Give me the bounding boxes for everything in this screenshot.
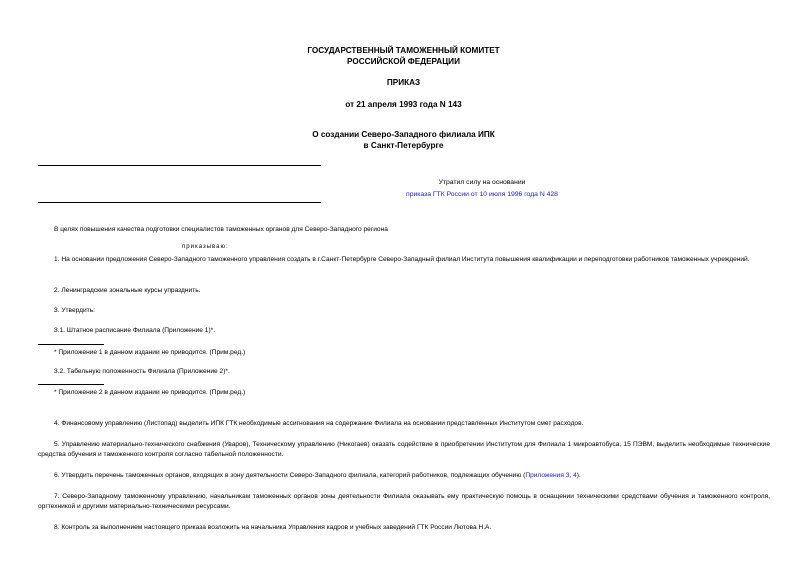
document-title [0,130,807,151]
paragraph-1: 1. На основании предложения Северо-Западного таможенного управления создать в г.Санкт-Петербурге Северо-Западный филиал Института повышения квалификации и переподготовки работников таможенных учреждений. [54,256,750,263]
paragraph-5: 5. Управлению материально-технического снабжения (Уваров), Техническому управлению (Никогаев) оказать содействие в приобретении Институтом для Филиала 1 микроавтобуса, 15 ПЭВМ, выделить необходимые технические средства обучения и таможенного контроля согласно табельной положенности. [38,441,770,458]
footnote-2: * Приложение 2 в данном издании не приводится. (Прим.ред.) [54,389,246,396]
header-divider [38,165,321,166]
issuer-name [0,46,807,67]
document-date-number: от 21 апреля 1993 года N 143 [345,100,462,109]
paragraph-3: 3. Утвердить: [54,307,95,314]
status-note [282,177,682,201]
order-word: приказываю: [182,244,229,250]
paragraph-2: 2. Ленинградские зональные курсы упразднить. [54,287,201,294]
issuer-line-2: РОССИЙСКОЙ ФЕДЕРАЦИИ [347,56,460,66]
paragraph-7: 7. Северо-Западному таможенному управлению, начальникам таможенных органов зоны деятельности Филиала оказывать ему практическую помощь в оснащении техническими средствами обучения и таможенного контроля, оргтехникой и другими материально-техническими ресурсами. [38,493,770,510]
paragraph-8: 8. Контроль за выполнением настоящего приказа возложить на начальника Управления кадров и учебных заведений ГТК России Лютова Н.А. [54,524,492,531]
title-line-2: в Санкт-Петербурге [363,140,444,150]
issuer-line-1: ГОСУДАРСТВЕННЫЙ ТАМОЖЕННЫЙ КОМИТЕТ [307,46,500,55]
status-note-text: Утратил силу на основании [438,179,526,186]
paragraph-4: 4. Финансовому управлению (Листопад) выделить ИПК ГТК необходимые ассигнования на содержание Филиала на основании представленных Институтом смет расходов. [54,420,584,427]
paragraph-6-end: ). [576,472,581,479]
note-divider [38,202,321,203]
footnote-divider-2 [38,384,104,385]
footnote-divider-1 [38,344,104,345]
document-type: ПРИКАЗ [386,78,421,87]
paragraph-3-2: 3.2. Табельную положенность Филиала (Приложение 2)*. [54,368,230,375]
title-line-1: О создании Северо-Западного филиала ИПК [312,130,495,139]
paragraph-6-text: 6. Утвердить перечень таможенных органов, входящих в зону деятельности Северо-Западного филиала, категорий работников, подлежащих обучению ( [54,472,526,479]
repeal-order-link[interactable]: приказа ГТК России от 10 июля 1996 года N 428 [406,191,558,198]
footnote-1: * Приложение 1 в данном издании не приводится. (Прим.ред.) [54,349,246,356]
paragraph-6 [38,471,770,481]
preamble: В целях повышения качества подготовки специалистов таможенных органов для Северо-Западного региона [54,226,388,233]
paragraph-3-1: 3.1. Штатное расписание Филиала (Приложение 1)*. [54,327,216,334]
appendices-link[interactable]: Приложения 3, 4 [525,472,577,479]
